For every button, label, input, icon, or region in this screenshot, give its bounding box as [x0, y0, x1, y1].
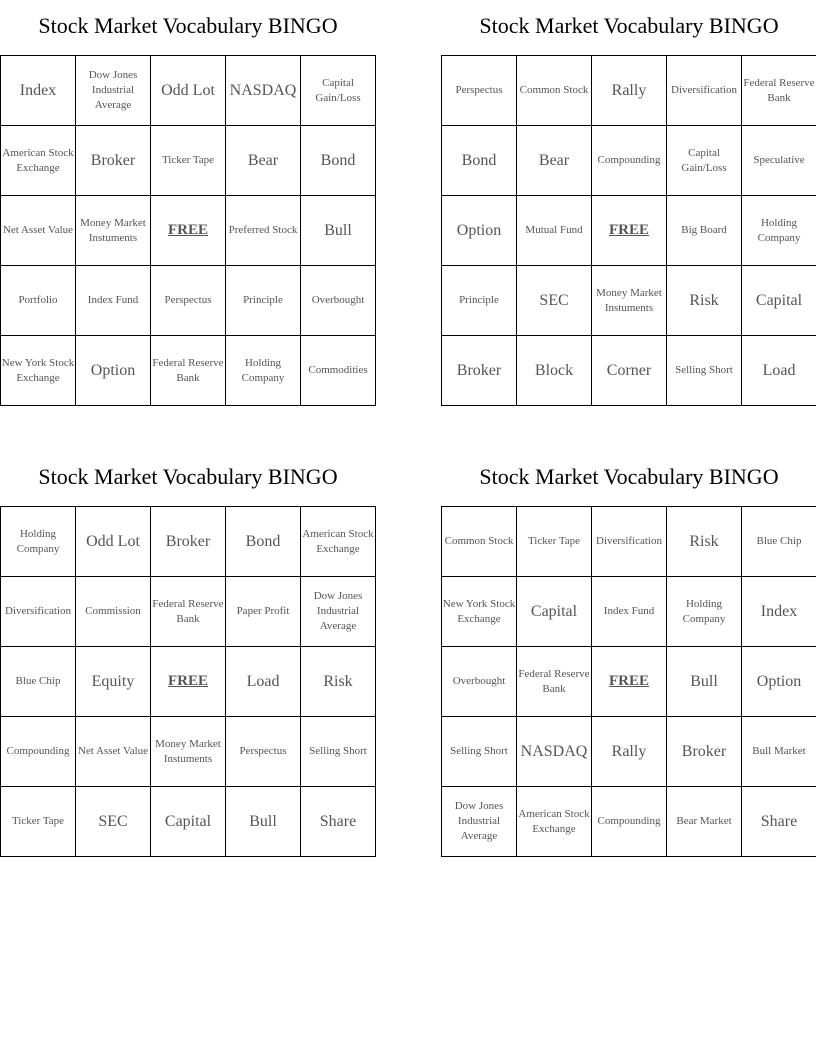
bingo-cell: Speculative: [742, 126, 816, 196]
bingo-cell: Common Stock: [442, 507, 517, 577]
bingo-cell: Preferred Stock: [226, 196, 301, 266]
bingo-cell: New York Stock Exchange: [1, 336, 76, 406]
bingo-row: [1, 56, 376, 126]
bingo-cell: American Stock Exchange: [517, 787, 592, 857]
bingo-cell: Federal Reserve Bank: [151, 577, 226, 647]
bingo-grid: [0, 506, 376, 857]
bingo-cell: Bear: [517, 126, 592, 196]
bingo-cell: Holding Company: [667, 577, 742, 647]
bingo-cell: Ticker Tape: [517, 507, 592, 577]
bingo-cell: Odd Lot: [151, 56, 226, 126]
bingo-cell: Share: [301, 787, 376, 857]
bingo-cell: Money Market Instuments: [151, 717, 226, 787]
bingo-cell: Capital: [742, 266, 816, 336]
bingo-cell: NASDAQ: [226, 56, 301, 126]
bingo-cell: Bond: [226, 507, 301, 577]
bingo-cell: Diversification: [592, 507, 667, 577]
bingo-row: [1, 647, 376, 717]
bingo-cell: Option: [442, 196, 517, 266]
bingo-cell: Selling Short: [301, 717, 376, 787]
bingo-cell: Corner: [592, 336, 667, 406]
bingo-cell: Bond: [301, 126, 376, 196]
bingo-cell: Principle: [226, 266, 301, 336]
bingo-row: [1, 717, 376, 787]
bingo-row: [442, 196, 816, 266]
bingo-cell: Selling Short: [442, 717, 517, 787]
bingo-cell: Risk: [301, 647, 376, 717]
bingo-cell: American Stock Exchange: [301, 507, 376, 577]
card-title: Stock Market Vocabulary BINGO: [479, 464, 779, 489]
bingo-cell: Holding Company: [226, 336, 301, 406]
bingo-grid: [441, 506, 816, 857]
bingo-row: [442, 577, 816, 647]
bingo-cell: Holding Company: [742, 196, 816, 266]
bingo-cell: Diversification: [1, 577, 76, 647]
bingo-cell: Bull: [667, 647, 742, 717]
bingo-cell: Diversification: [667, 56, 742, 126]
bingo-cell: Dow Jones Industrial Average: [76, 56, 151, 126]
bingo-cell: Capital: [151, 787, 226, 857]
bingo-cell: Bull: [301, 196, 376, 266]
bingo-row: [442, 507, 816, 577]
bingo-cell: American Stock Exchange: [1, 126, 76, 196]
bingo-cell: Dow Jones Industrial Average: [301, 577, 376, 647]
bingo-cell: Broker: [667, 717, 742, 787]
bingo-cell: Rally: [592, 56, 667, 126]
bingo-cell: Overbought: [301, 266, 376, 336]
bingo-cell: Net Asset Value: [1, 196, 76, 266]
bingo-cell: Portfolio: [1, 266, 76, 336]
bingo-row: [442, 336, 816, 406]
bingo-cell: Broker: [76, 126, 151, 196]
bingo-cell: Bear: [226, 126, 301, 196]
bingo-cell: Broker: [151, 507, 226, 577]
bingo-cell: Blue Chip: [742, 507, 816, 577]
bingo-row: [442, 787, 816, 857]
bingo-cell: Big Board: [667, 196, 742, 266]
bingo-cell: Principle: [442, 266, 517, 336]
bingo-cell: Ticker Tape: [151, 126, 226, 196]
bingo-row: [1, 577, 376, 647]
bingo-cell: Perspectus: [151, 266, 226, 336]
card-title: Stock Market Vocabulary BINGO: [479, 13, 779, 38]
bingo-cell: Ticker Tape: [1, 787, 76, 857]
bingo-cell: Capital Gain/Loss: [667, 126, 742, 196]
bingo-row: [442, 717, 816, 787]
bingo-cell: Load: [226, 647, 301, 717]
free-space-cell: FREE: [592, 196, 667, 266]
bingo-cell: SEC: [76, 787, 151, 857]
bingo-row: [1, 196, 376, 266]
card-title: Stock Market Vocabulary BINGO: [38, 464, 338, 489]
bingo-cell: Equity: [76, 647, 151, 717]
bingo-cell: Money Market Instuments: [76, 196, 151, 266]
bingo-cell: Index: [742, 577, 816, 647]
bingo-cell: New York Stock Exchange: [442, 577, 517, 647]
bingo-cell: Index Fund: [76, 266, 151, 336]
bingo-cell: Net Asset Value: [76, 717, 151, 787]
bingo-cell: Load: [742, 336, 816, 406]
bingo-cell: Bull Market: [742, 717, 816, 787]
bingo-cell: Paper Profit: [226, 577, 301, 647]
bingo-cell: Commission: [76, 577, 151, 647]
bingo-cell: Money Market Instuments: [592, 266, 667, 336]
free-space-cell: FREE: [151, 647, 226, 717]
card-title: Stock Market Vocabulary BINGO: [38, 13, 338, 38]
bingo-row: [442, 266, 816, 336]
bingo-cell: Index Fund: [592, 577, 667, 647]
bingo-cell: Bear Market: [667, 787, 742, 857]
bingo-cell: Federal Reserve Bank: [742, 56, 816, 126]
bingo-row: [442, 56, 816, 126]
bingo-cell: Holding Company: [1, 507, 76, 577]
bingo-cell: NASDAQ: [517, 717, 592, 787]
bingo-cell: Overbought: [442, 647, 517, 717]
bingo-cell: Bull: [226, 787, 301, 857]
bingo-cell: Perspectus: [226, 717, 301, 787]
bingo-cell: Common Stock: [517, 56, 592, 126]
bingo-cell: Rally: [592, 717, 667, 787]
bingo-cell: Compounding: [592, 126, 667, 196]
bingo-grid: [441, 55, 816, 406]
bingo-cell: Perspectus: [442, 56, 517, 126]
bingo-cell: Broker: [442, 336, 517, 406]
bingo-cell: SEC: [517, 266, 592, 336]
bingo-cell: Federal Reserve Bank: [151, 336, 226, 406]
bingo-grid: [0, 55, 376, 406]
bingo-cell: Blue Chip: [1, 647, 76, 717]
bingo-row: [1, 266, 376, 336]
free-space-cell: FREE: [592, 647, 667, 717]
bingo-cell: Selling Short: [667, 336, 742, 406]
bingo-cell: Index: [1, 56, 76, 126]
bingo-cell: Compounding: [592, 787, 667, 857]
bingo-cell: Federal Reserve Bank: [517, 647, 592, 717]
bingo-cell: Risk: [667, 266, 742, 336]
bingo-row: [1, 787, 376, 857]
bingo-row: [1, 507, 376, 577]
bingo-cell: Odd Lot: [76, 507, 151, 577]
bingo-cell: Capital: [517, 577, 592, 647]
bingo-cell: Block: [517, 336, 592, 406]
bingo-cell: Risk: [667, 507, 742, 577]
free-space-cell: FREE: [151, 196, 226, 266]
bingo-cell: Dow Jones Industrial Average: [442, 787, 517, 857]
bingo-cell: Option: [76, 336, 151, 406]
bingo-cell: Compounding: [1, 717, 76, 787]
bingo-cell: Option: [742, 647, 816, 717]
bingo-row: [442, 647, 816, 717]
bingo-row: [1, 126, 376, 196]
bingo-cell: Bond: [442, 126, 517, 196]
bingo-cell: Capital Gain/Loss: [301, 56, 376, 126]
bingo-cell: Share: [742, 787, 816, 857]
bingo-cell: Mutual Fund: [517, 196, 592, 266]
bingo-row: [442, 126, 816, 196]
bingo-cell: Commodities: [301, 336, 376, 406]
bingo-row: [1, 336, 376, 406]
